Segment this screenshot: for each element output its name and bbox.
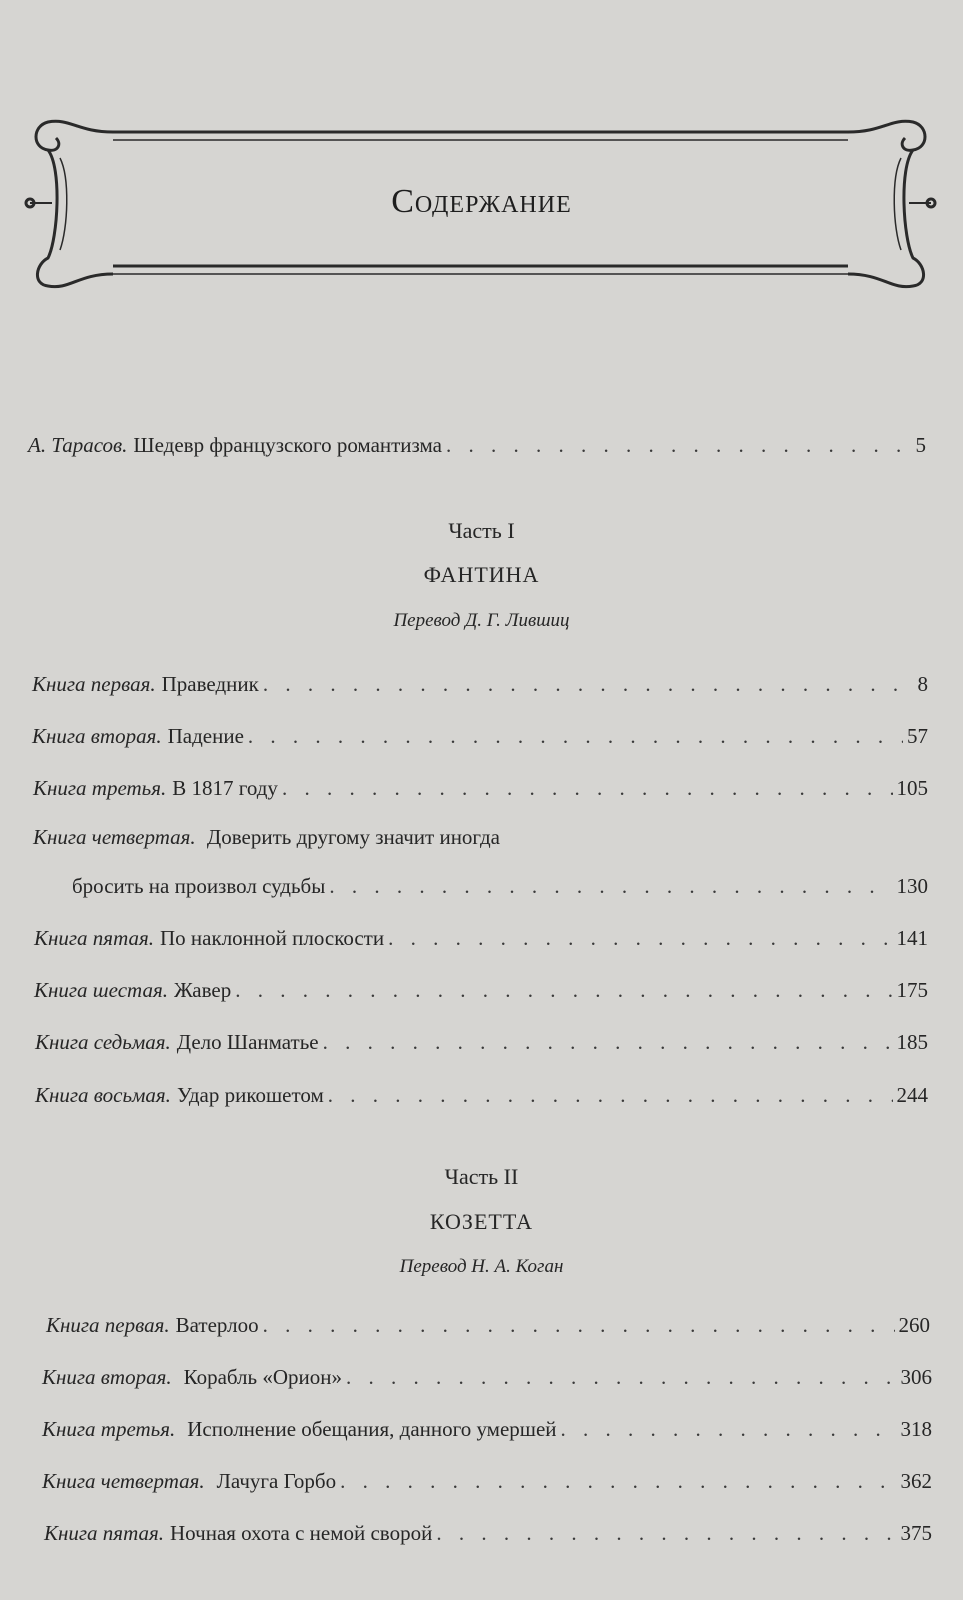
entry-title: Шедевр французского романтизма: [133, 433, 443, 457]
toc-entry[interactable]: [33, 775, 928, 801]
toc-entry-continuation[interactable]: [72, 873, 928, 899]
leader-dots: [328, 1082, 893, 1108]
page-number: 375: [900, 1521, 932, 1545]
page-number: 5: [915, 433, 926, 457]
book-label: Книга первая.: [32, 672, 156, 696]
book-label: Книга третья.: [33, 776, 167, 800]
page-number: 57: [907, 724, 928, 748]
entry-title-continued: бросить на произвол судьбы: [72, 874, 326, 898]
entry-title: Ночная охота с немой сворой: [170, 1521, 433, 1545]
page-number: 141: [896, 926, 928, 950]
leader-dots: [446, 432, 911, 458]
entry-title: Лачуга Горбо: [216, 1469, 337, 1493]
toc-entry-intro[interactable]: [28, 432, 926, 458]
book-label: Книга пятая.: [44, 1521, 165, 1545]
page-number: 306: [900, 1365, 932, 1389]
toc-entry[interactable]: [34, 925, 928, 951]
leader-dots: [235, 977, 892, 1003]
entry-title: Жавер: [173, 978, 232, 1002]
entry-title: Удар рикошетом: [176, 1083, 324, 1107]
page-number: 130: [896, 874, 928, 898]
leader-dots: [263, 1312, 895, 1338]
toc-entry[interactable]: [32, 723, 928, 749]
leader-dots: [263, 671, 914, 697]
author-label: А. Тарасов.: [28, 433, 128, 457]
entry-title: По наклонной плоскости: [160, 926, 385, 950]
entry-title: В 1817 году: [172, 776, 278, 800]
toc-entry[interactable]: [34, 977, 928, 1003]
entry-title: Корабль «Орион»: [183, 1365, 343, 1389]
leader-dots: [561, 1416, 897, 1442]
page-number: 244: [896, 1083, 928, 1107]
page-title: Содержание: [391, 183, 572, 220]
page-number: 185: [896, 1030, 928, 1054]
leader-dots: [340, 1468, 896, 1494]
leader-dots: [436, 1520, 896, 1546]
toc-entry[interactable]: [42, 1468, 932, 1494]
book-label: Книга четвертая.: [42, 1469, 205, 1493]
entry-title: Дело Шанматье: [176, 1030, 319, 1054]
toc-entry[interactable]: [44, 1520, 932, 1546]
leader-dots: [388, 925, 892, 951]
toc-entry[interactable]: [32, 671, 928, 697]
book-label: Книга вторая.: [42, 1365, 172, 1389]
book-label: Книга шестая.: [34, 978, 168, 1002]
book-label: Книга пятая.: [34, 926, 155, 950]
book-label: Книга первая.: [46, 1313, 170, 1337]
leader-dots: [282, 775, 893, 801]
page-number: 362: [900, 1469, 932, 1493]
translator-credit: Перевод Д. Г. Лившиц: [393, 610, 570, 631]
toc-entry[interactable]: [35, 1029, 928, 1055]
toc-entry-multiline[interactable]: [33, 824, 500, 850]
page-number: 175: [896, 978, 928, 1002]
entry-title: Ватерлоо: [175, 1313, 259, 1337]
entry-title: Доверить другому значит иногда: [206, 825, 500, 849]
leader-dots: [323, 1029, 893, 1055]
leader-dots: [329, 873, 892, 899]
toc-entry[interactable]: [42, 1416, 932, 1442]
page-number: 318: [900, 1417, 932, 1441]
page-number: 105: [896, 776, 928, 800]
toc-entry[interactable]: [46, 1312, 930, 1338]
entry-title: Праведник: [161, 672, 259, 696]
entry-title: Падение: [167, 724, 244, 748]
page-number: 8: [917, 672, 928, 696]
part-title: КОЗЕТТА: [429, 1209, 534, 1234]
book-label: Книга вторая.: [32, 724, 162, 748]
entry-title: Исполнение обещания, данного умершей: [187, 1417, 557, 1441]
book-label: Книга третья.: [42, 1417, 176, 1441]
toc-entry[interactable]: [35, 1082, 928, 1108]
book-label: Книга седьмая.: [35, 1030, 171, 1054]
book-label: Книга четвертая.: [33, 825, 196, 849]
leader-dots: [346, 1364, 896, 1390]
part-title: ФАНТИНА: [423, 562, 540, 587]
page-number: 260: [898, 1313, 930, 1337]
book-label: Книга восьмая.: [35, 1083, 171, 1107]
part-label: Часть II: [444, 1164, 519, 1189]
leader-dots: [248, 723, 903, 749]
toc-entry[interactable]: [42, 1364, 932, 1390]
part-label: Часть I: [448, 518, 515, 543]
translator-credit: Перевод Н. А. Коган: [399, 1256, 564, 1277]
